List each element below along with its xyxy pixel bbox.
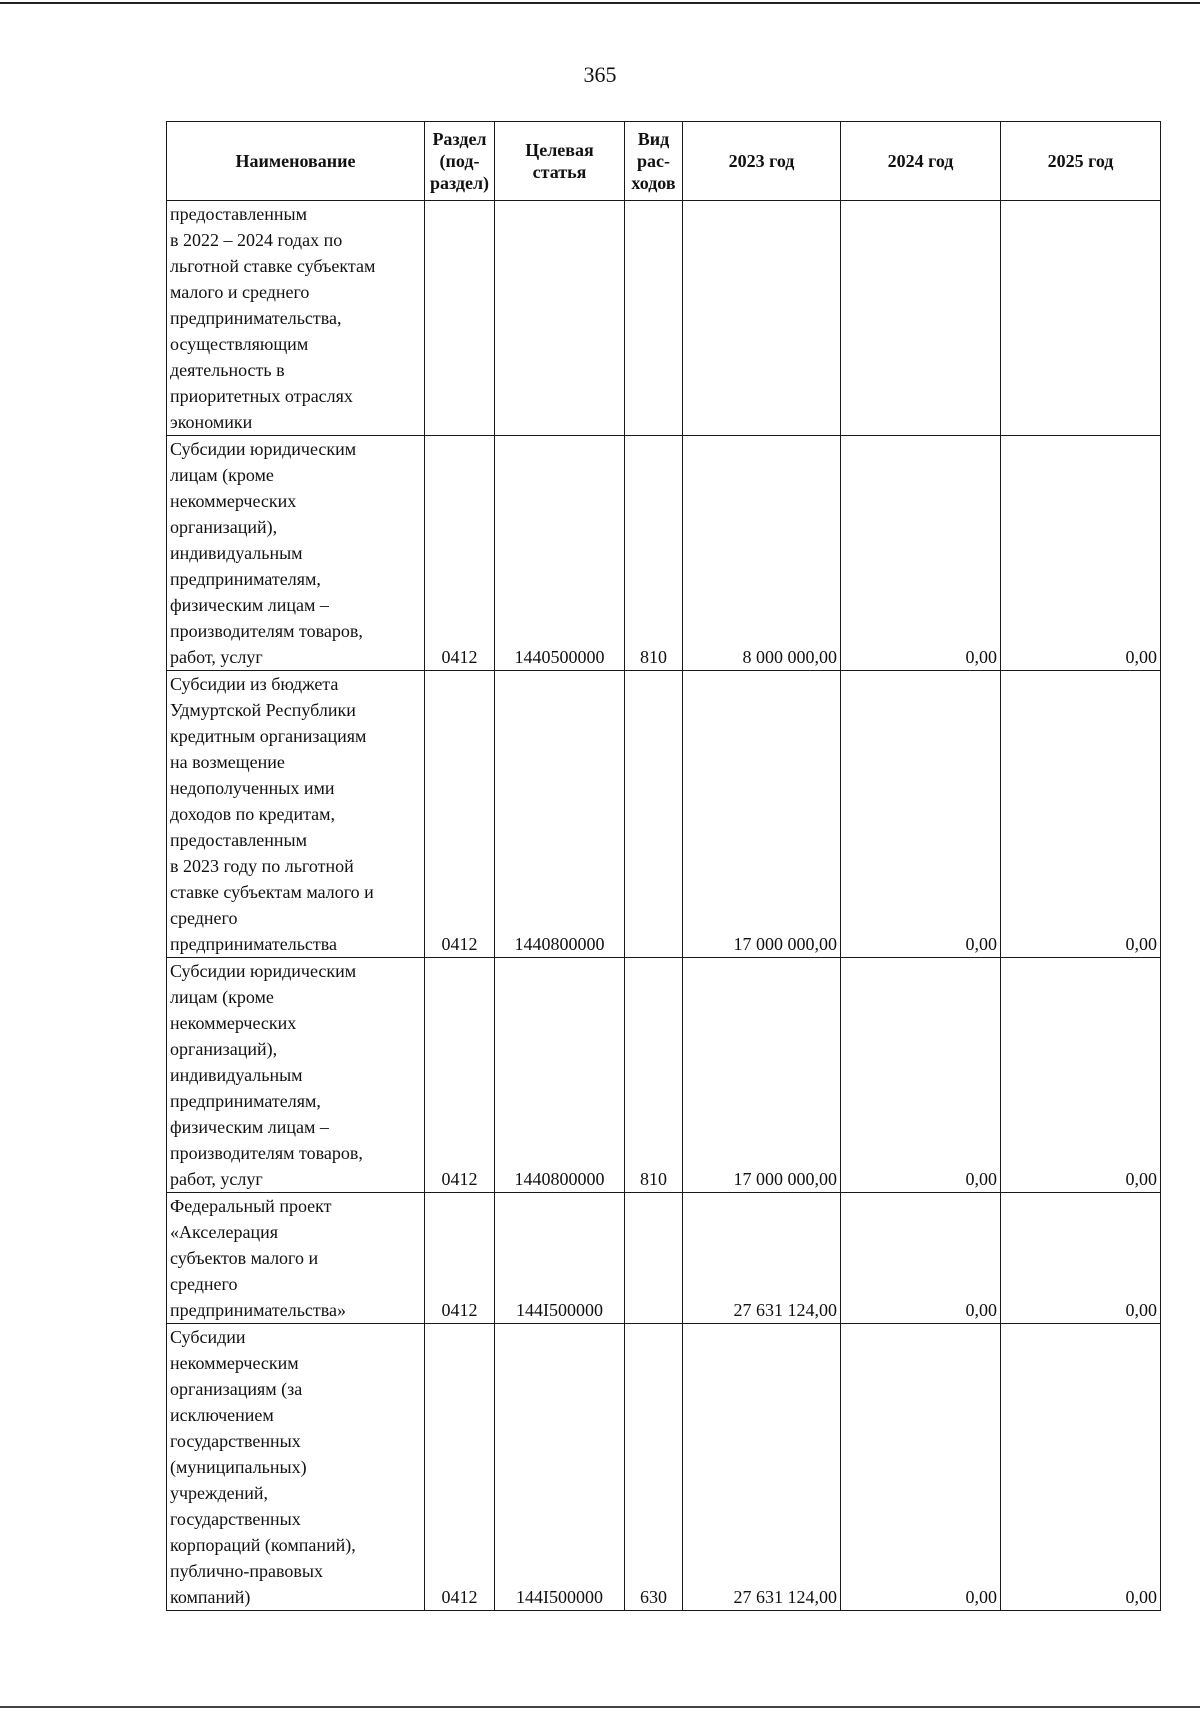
header-name xyxy=(167,122,425,201)
cell-2023: 17 000 000,00 xyxy=(683,671,841,958)
header-target xyxy=(495,122,625,201)
cell-name: Федеральный проект «Акселерация субъектов малого и среднего предпринимательства» xyxy=(167,1193,425,1324)
cell-section: 0412 xyxy=(425,1324,495,1611)
header-label: Целевая статья xyxy=(525,140,594,182)
table-row xyxy=(167,671,1161,958)
cell-section: 0412 xyxy=(425,958,495,1193)
cell-section: 0412 xyxy=(425,671,495,958)
cell-target: 1440800000 xyxy=(495,958,625,1193)
cell-2023: 27 631 124,00 xyxy=(683,1324,841,1611)
cell-expense-type: 810 xyxy=(625,436,683,671)
cell-name: Субсидии некоммерческим организациям (за исключением государственных (муниципальных) учреждений, государственных корпораций (компаний), публично-правовых компаний) xyxy=(167,1324,425,1611)
page-number: 365 xyxy=(583,62,617,87)
cell-section xyxy=(425,201,495,436)
table-row xyxy=(167,201,1161,436)
cell-2024: 0,00 xyxy=(841,436,1001,671)
cell-target: 1440800000 xyxy=(495,671,625,958)
cell-name: Субсидии юридическим лицам (кроме некоммерческих организаций), индивидуальным предпринимателям, физическим лицам – производителям товаров, работ, услуг xyxy=(167,958,425,1193)
cell-2023: 27 631 124,00 xyxy=(683,1193,841,1324)
cell-target: 1440500000 xyxy=(495,436,625,671)
header-label: 2025 год xyxy=(1047,151,1114,171)
header-label: Вид рас- ходов xyxy=(631,129,676,193)
cell-2024: 0,00 xyxy=(841,958,1001,1193)
cell-2023: 8 000 000,00 xyxy=(683,436,841,671)
cell-2024: 0,00 xyxy=(841,671,1001,958)
cell-name: Субсидии юридическим лицам (кроме некоммерческих организаций), индивидуальным предпринимателям, физическим лицам – производителям товаров, работ, услуг xyxy=(167,436,425,671)
header-label: 2024 год xyxy=(887,151,954,171)
cell-2025: 0,00 xyxy=(1001,671,1161,958)
cell-2023 xyxy=(683,201,841,436)
table-header-row xyxy=(167,122,1161,201)
cell-expense-type: 810 xyxy=(625,958,683,1193)
cell-target xyxy=(495,201,625,436)
table-row xyxy=(167,436,1161,671)
cell-name: предоставленным в 2022 – 2024 годах по льготной ставке субъектам малого и среднего предпринимательства, осуществляющим деятельность в приоритетных отраслях экономики xyxy=(167,201,425,436)
cell-2025: 0,00 xyxy=(1001,436,1161,671)
cell-expense-type: 630 xyxy=(625,1324,683,1611)
cell-section: 0412 xyxy=(425,1193,495,1324)
cell-target: 144I500000 xyxy=(495,1193,625,1324)
header-2024 xyxy=(841,122,1001,201)
cell-2025: 0,00 xyxy=(1001,958,1161,1193)
header-section xyxy=(425,122,495,201)
header-label: 2023 год xyxy=(728,151,795,171)
cell-name: Субсидии из бюджета Удмуртской Республики кредитным организациям на возмещение недополученных ими доходов по кредитам, предоставленным в 2023 году по льготной ставке субъектам малого и среднего предпринимательства xyxy=(167,671,425,958)
header-2025 xyxy=(1001,122,1161,201)
table-row xyxy=(167,1193,1161,1324)
top-scan-rule xyxy=(0,2,1200,4)
cell-2025 xyxy=(1001,201,1161,436)
cell-section: 0412 xyxy=(425,436,495,671)
cell-expense-type xyxy=(625,671,683,958)
cell-expense-type xyxy=(625,201,683,436)
cell-2025: 0,00 xyxy=(1001,1193,1161,1324)
cell-2023: 17 000 000,00 xyxy=(683,958,841,1193)
header-expense-type xyxy=(625,122,683,201)
cell-2024: 0,00 xyxy=(841,1324,1001,1611)
bottom-scan-rule xyxy=(0,1706,1200,1708)
cell-2024 xyxy=(841,201,1001,436)
cell-2024: 0,00 xyxy=(841,1193,1001,1324)
header-2023 xyxy=(683,122,841,201)
table-row xyxy=(167,958,1161,1193)
cell-target: 144I500000 xyxy=(495,1324,625,1611)
header-label: Раздел (под- раздел) xyxy=(429,129,490,193)
cell-expense-type xyxy=(625,1193,683,1324)
cell-2025: 0,00 xyxy=(1001,1324,1161,1611)
budget-table xyxy=(166,121,1161,1611)
header-label: Наименование xyxy=(235,151,356,171)
table-row xyxy=(167,1324,1161,1611)
